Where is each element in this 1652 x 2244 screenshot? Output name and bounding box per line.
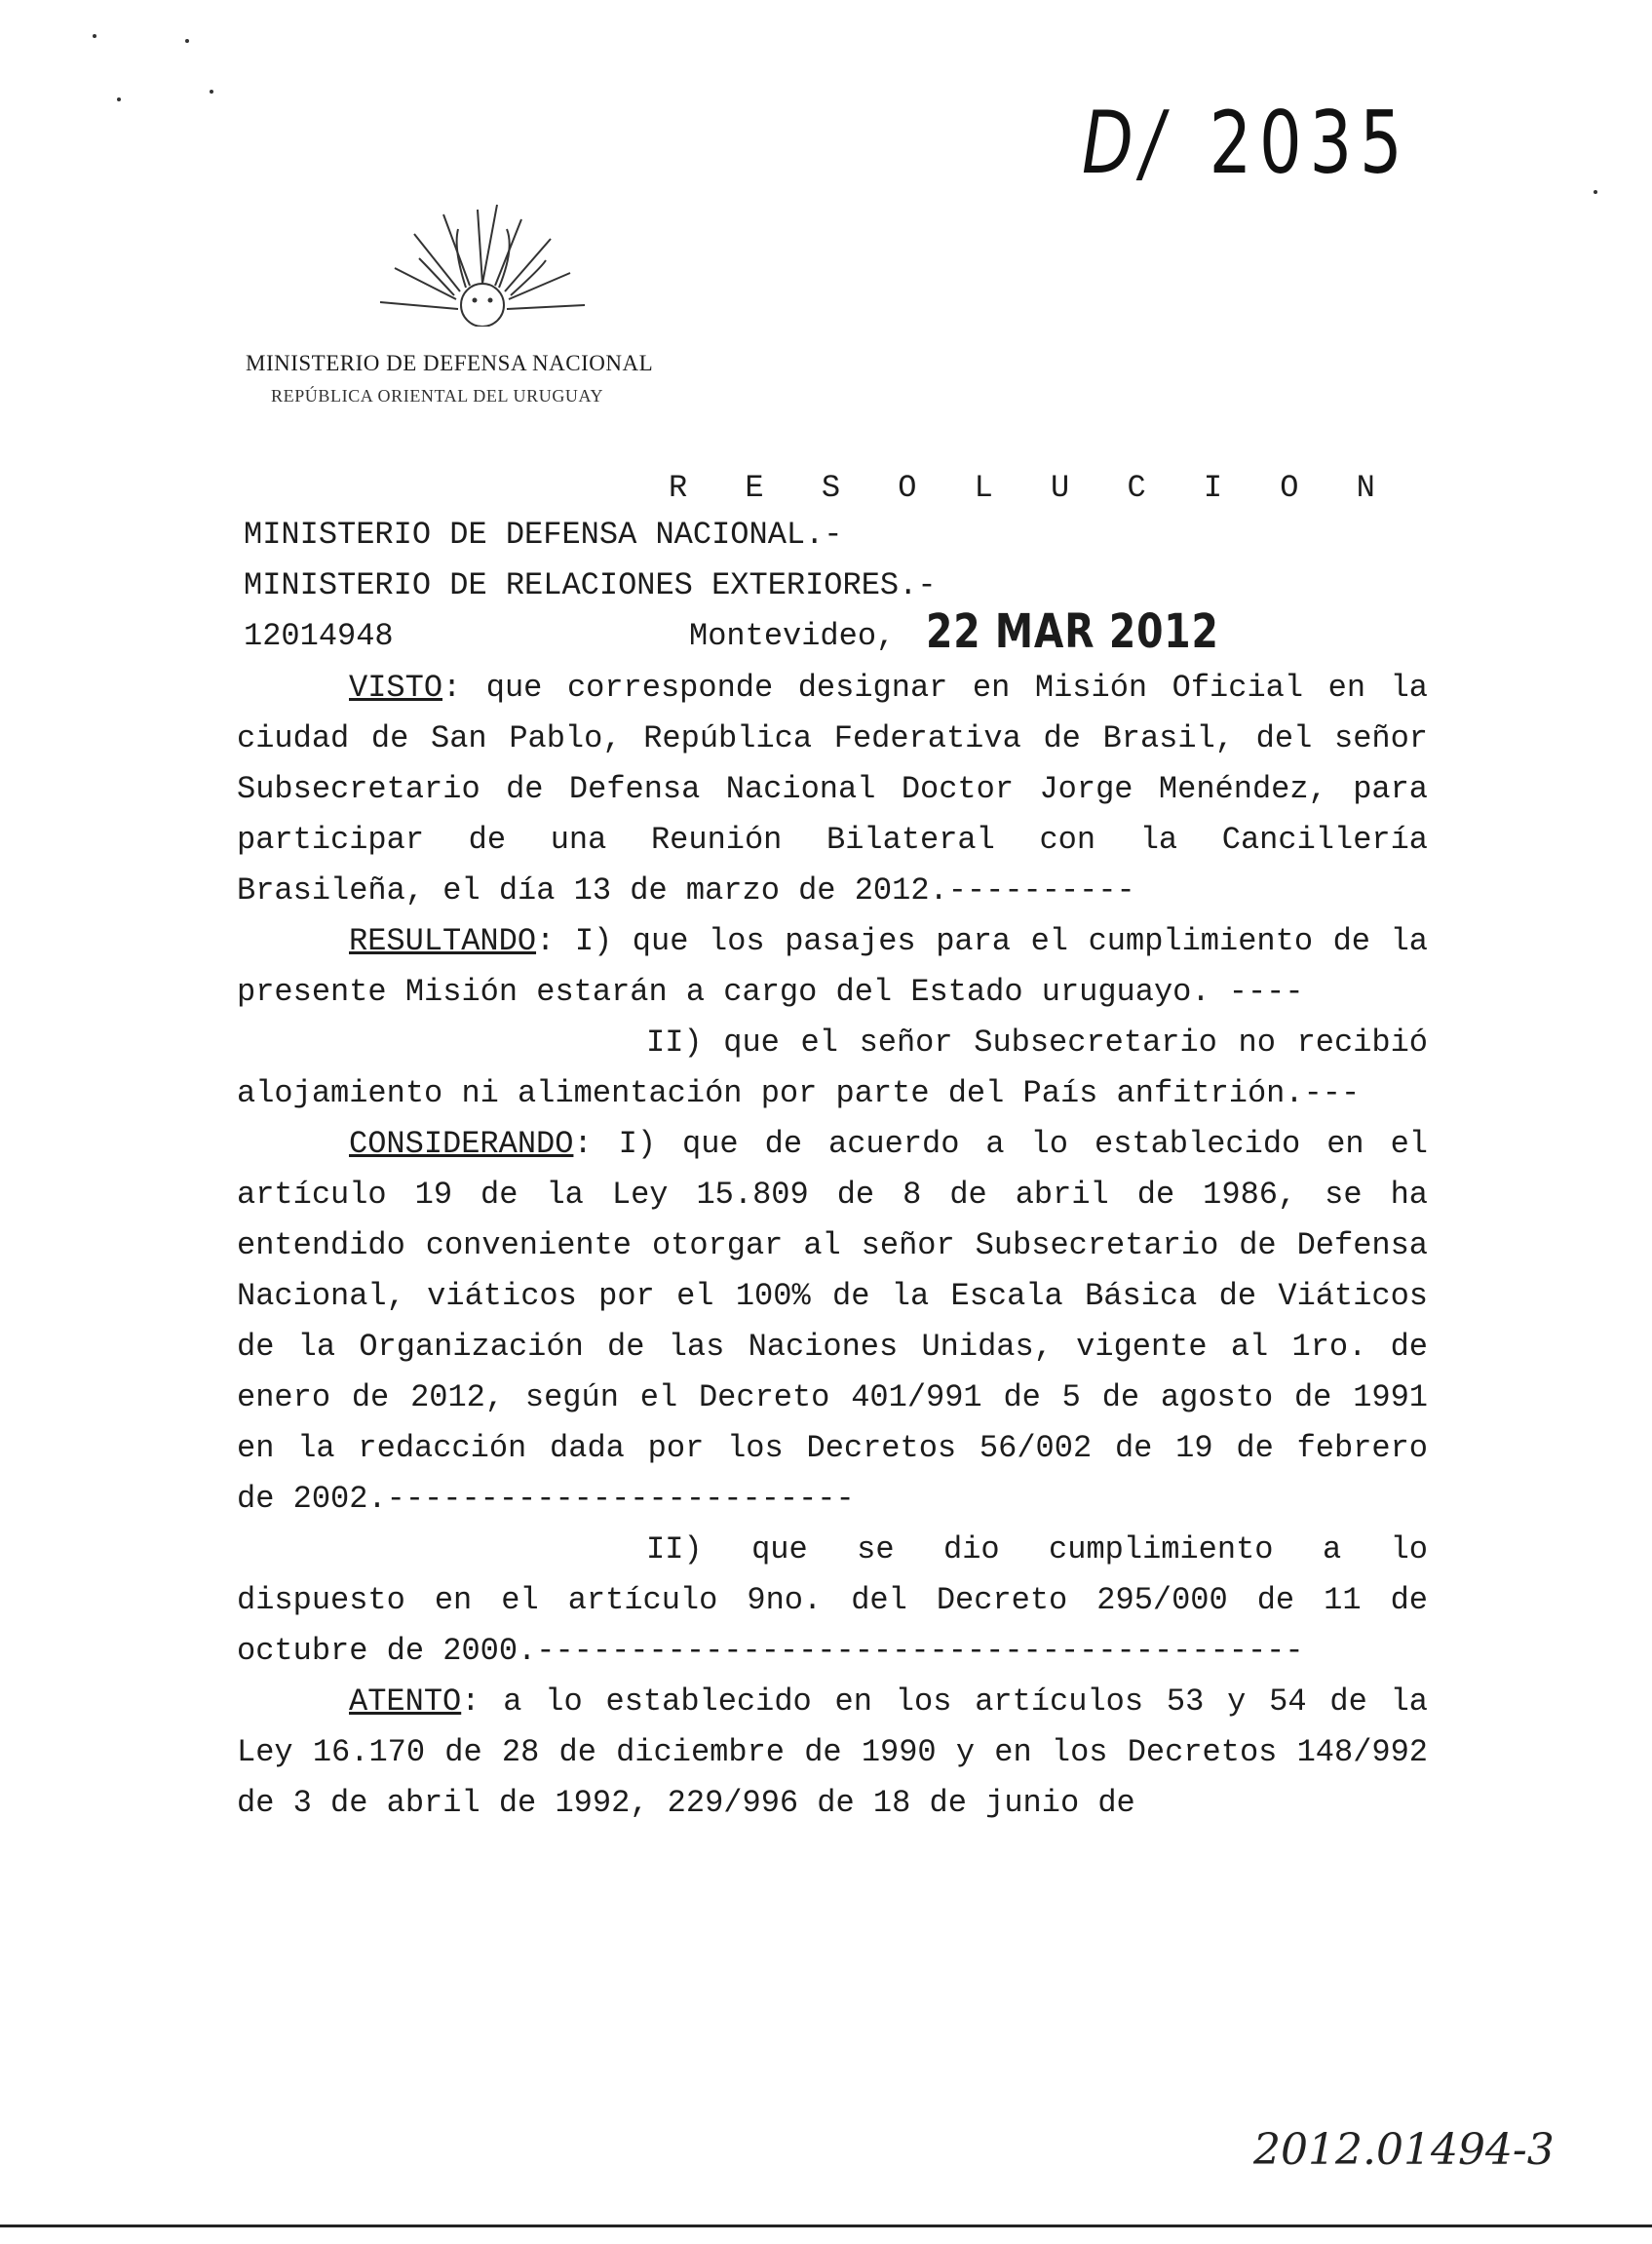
- document-number-value: 2035: [1209, 93, 1410, 193]
- date-stamp: 22 MAR 2012: [926, 604, 1219, 659]
- atento-paragraph: [237, 1677, 1428, 1829]
- scan-speck: [1594, 190, 1597, 194]
- handwritten-reference: 2012.01494-3: [1253, 2125, 1555, 2175]
- resolution-title: R E S O L U C I O N: [669, 470, 1395, 506]
- visto-paragraph: [237, 663, 1428, 916]
- resultando-text-2: II) que el señor Subsecretario no recibió alojamiento ni alimentación por parte del País anfitrión.---: [237, 1025, 1428, 1111]
- visto-text: : que corresponde designar en Misión Oficial en la ciudad de San Pablo, República Federativa de Brasil, del señor Subsecretario de Defensa Nacional Doctor Jorge Menéndez, para participar de una Reunión Bilateral con la Cancillería Brasileña, el día 13 de marzo de 2012.----------: [237, 670, 1428, 909]
- scan-speck: [210, 90, 213, 94]
- resultando-text-1: : I) que los pasajes para el cumplimiento de la presente Misión estarán a cargo del Estado uruguayo. ----: [237, 923, 1428, 1010]
- considerando-paragraph: [237, 1119, 1428, 1525]
- scan-speck: [117, 97, 121, 101]
- bottom-rule: [0, 2225, 1652, 2227]
- atento-text: : a lo establecido en los artículos 53 y 54 de la Ley 16.170 de 28 de diciembre de 1990 y en los Decretos 148/992 de 3 de abril de 1992, 229/996 de 18 de junio de: [237, 1683, 1428, 1821]
- issuing-ministry-1: MINISTERIO DE DEFENSA NACIONAL.-: [244, 517, 843, 553]
- file-number: 12014948: [244, 618, 394, 654]
- scan-speck: [185, 39, 189, 43]
- document-number-prefix: D/: [1082, 93, 1172, 193]
- letterhead-ministry: MINISTERIO DE DEFENSA NACIONAL: [246, 351, 654, 375]
- issuing-ministry-2: MINISTERIO DE RELACIONES EXTERIORES.-: [244, 567, 937, 603]
- considerando-heading: CONSIDERANDO: [349, 1126, 574, 1162]
- visto-heading: VISTO: [349, 670, 443, 706]
- resultando-paragraph: [237, 916, 1428, 1018]
- considerando-paragraph-2: [237, 1525, 1428, 1677]
- atento-heading: ATENTO: [349, 1683, 462, 1720]
- resultando-heading: RESULTANDO: [349, 923, 537, 959]
- considerando-text-1: : I) que de acuerdo a lo establecido en el artículo 19 de la Ley 15.809 de 8 de abril de 1986, se ha entendido conveniente otorgar al señor Subsecretario de Defensa Nacional, viáticos por el 100% de la Escala Básica de Viáticos de la Organización de las Naciones Unidas, vigente al 1ro. de enero de 2012, según el Decreto 401/991 de 5 de agosto de 1991 en la redacción dada por los Decretos 56/002 de 19 de febrero de 2002.-------------------------: [237, 1126, 1428, 1517]
- scan-speck: [93, 34, 96, 38]
- city-label: Montevideo,: [689, 618, 896, 654]
- letterhead-republic: REPÚBLICA ORIENTAL DEL URUGUAY: [271, 386, 604, 406]
- resultando-paragraph-2: [237, 1018, 1428, 1119]
- sun-of-may-icon: [361, 190, 604, 327]
- considerando-text-2: II) que se dio cumplimiento a lo dispuesto en el artículo 9no. del Decreto 295/000 de 11 de octubre de 2000.-----------------------------------------: [237, 1531, 1428, 1669]
- document-number: [1082, 93, 1409, 193]
